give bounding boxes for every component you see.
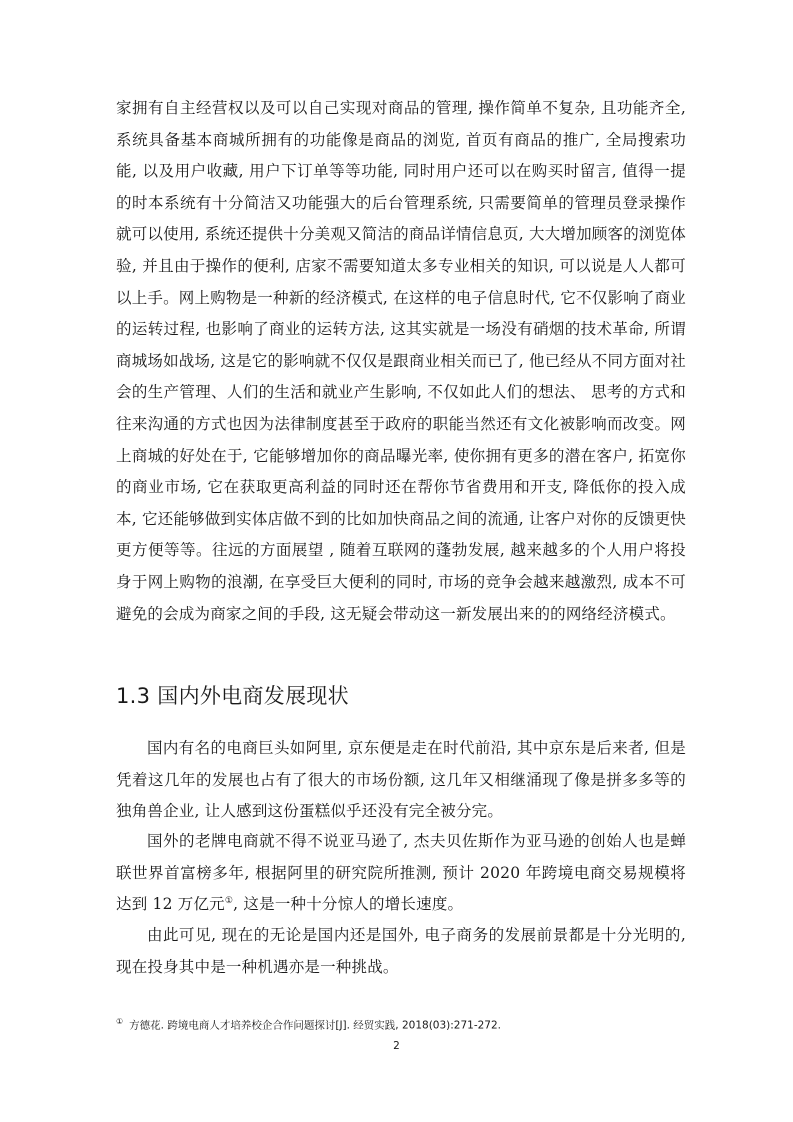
footnote-mark: ① (116, 1017, 124, 1026)
footnote-reference[interactable]: ① (224, 896, 234, 907)
body-paragraph-continued: 家拥有自主经营权以及可以自己实现对商品的管理, 操作简单不复杂, 且功能齐全, 系统具备基本商城所拥有的功能像是商品的浏览, 首页有商品的推广, 全局搜索功能, 以及用户收藏, 用户下订单等等功能, 同时用户还可以在购买时留言, 值得一提的时本系统有十分简洁又功能强大的后台管理系统, 只需要简单的管理员登录操作就可以使用, 系统还提供十分美观又简洁的商品详情信息页, 大大增加顾客的浏览体验, 并且由于操作的便利, 店家不需要知道太多专业相关的知识, 可以说是人人都可以上手。网上购物是一种新的经济模式, 在这样的电子信息时代, 它不仅影响了商业的运转过程, 也影响了商业的运转方法, 这其实就是一场没有硝烟的技术革命, 所谓商城场如战场, 这是它的影响就不仅仅是跟商业相关而已了, 他已经从不同方面对社会的生产管理、人们的生活和就业产生影响, 不仅如此人们的想法、 思考的方式和往来沟通的方式也因为法律制度甚至于政府的职能当然还有文化被影响而改变。网上商城的好处在于, 它能够增加你的商品曝光率, 使你拥有更多的潜在客户, 拓宽你的商业市场, 它在获取更高利益的同时还在帮你节省费用和开支, 降低你的投入成本, 它还能够做到实体店做不到的比如加快商品之间的流通, 让客户对你的反馈更快更方便等等。往远的方面展望 , 随着互联网的蓬勃发展, 越来越多的个人用户将投身于网上购物的浪潮, 在享受巨大便利的同时, 市场的竞争会越来越激烈, 成本不可避免的会成为商家之间的手段, 这无疑会带动这一新发展出来的的网络经济模式。 (116, 99, 687, 623)
footnote (116, 1014, 501, 1034)
body-paragraph-conclusion: 由此可见, 现在的无论是国内还是国外, 电子商务的发展前景都是十分光明的, 现在投身其中是一种机遇亦是一种挑战。 (116, 926, 686, 976)
body-paragraph-foreign (116, 826, 686, 921)
section-heading: 1.3 国内外电商发展现状 (116, 684, 349, 708)
paragraph-foreign-text: 国外的老牌电商就不得不说亚马逊了, 杰夫贝佐斯作为亚马逊的创始人也是蝉联世界首富榜多年, 根据阿里的研究院所推测, 预计 2020 年跨境电商交易规模将达到 12 万亿元 (116, 832, 686, 914)
page-number: 2 (393, 1040, 400, 1052)
footnote-text: 方德花. 跨境电商人才培养校企合作问题探讨[J]. 经贸实践, 2018(03):271-272. (129, 1019, 502, 1032)
body-paragraph-domestic: 国内有名的电商巨头如阿里, 京东便是走在时代前沿, 其中京东是后来者, 但是凭着这几年的发展也占有了很大的市场份额, 这几年又相继涌现了像是拼多多等的独角兽企业, 让人感到这份蛋糕似乎还没有完全被分完。 (116, 739, 686, 821)
paragraph-foreign-tail: , 这是一种十分惊人的增长速度。 (233, 895, 464, 914)
